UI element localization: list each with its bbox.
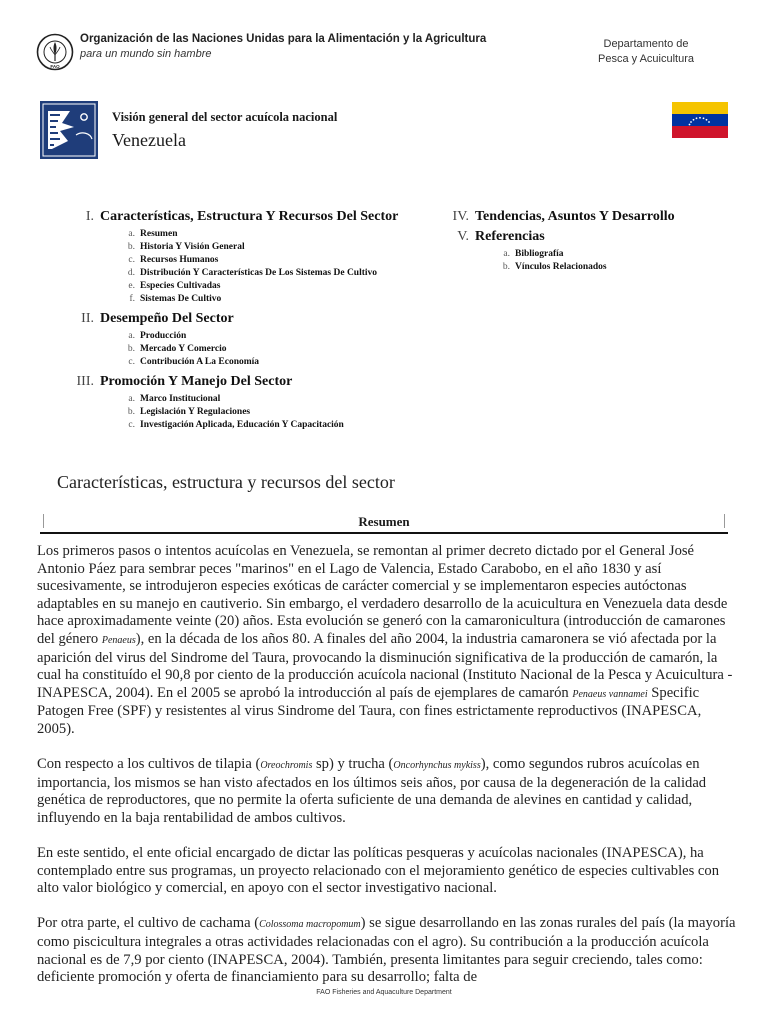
toc-subitem[interactable] (56, 281, 446, 294)
country-name: Venezuela (112, 130, 186, 150)
toc-section[interactable] (56, 209, 446, 229)
org-name: Organización de las Naciones Unidas para la Alimentación y la Agricultura (80, 33, 487, 45)
toc-subitem[interactable] (56, 268, 446, 281)
toc-subitem[interactable] (56, 394, 446, 407)
text-run: Specific Patogen Free (SPF) y resistentes al virus Sindrome del Taura, con fines estrictamente reproductivos (INAPESCA, 2005). (37, 684, 702, 737)
toc-subitem[interactable] (56, 331, 446, 344)
text-run: ), en la década de los años 80. A finales del año 2004, la industria camaronera se vió afectada por la aparición del virus del Sindrome del Taura, provocando la disminución significativa de la producción de camarón, la cual ha constituído el 90,8 por ciento de la producción acuícola nacional (Instituto Nacional de la Pesca y Acuicultura - INAPESCA, 2004). En el 2005 se aprobó la introducción al país de ejemplares de camarón (37, 630, 733, 701)
org-motto: para un mundo sin hambre (80, 48, 212, 60)
toc-section[interactable] (56, 311, 446, 331)
text-run: ) se sigue desarrollando en las zonas rurales del país (la mayoría como piscicultura integrales a otras actividades relacionadas con el agro). Su contribución a la producción acuícola nacional es de 7,9 por ciento (INAPESCA, 2004). También, presenta limitantes para seguir creciendo, tales como: deficiente promoción y oferta de financiamiento para su desarrollo; falta de (37, 915, 736, 986)
resumen-label: Resumen (358, 514, 410, 529)
toc-section[interactable] (56, 374, 446, 394)
toc-subitem[interactable] (56, 242, 446, 255)
toc-section[interactable] (416, 209, 736, 229)
toc-subitem-link[interactable]: Recursos Humanos (140, 255, 219, 265)
toc-subitem-link[interactable]: Legislación Y Regulaciones (140, 407, 251, 417)
toc-subitem[interactable] (416, 249, 736, 262)
text-run: sp) y trucha ( (312, 756, 394, 773)
species-name: Colossoma macropomum (259, 919, 361, 931)
toc-subitem-link[interactable]: Historia Y Visión General (140, 242, 245, 252)
toc-section-number: V. (457, 229, 469, 244)
toc-subitem-letter: e. (128, 281, 135, 291)
toc-subitem-link[interactable]: Mercado Y Comercio (140, 344, 227, 354)
page-footer: FAO Fisheries and Aquaculture Department (316, 989, 452, 996)
text-run: Los primeros pasos o intentos acuícolas en Venezuela, se remontan al primer decreto dictado por el General José Antonio Páez para sembrar peces "marinos" en el Lago de Valencia, Estado Carabobo, en el año 1830 y así sucesivamente, se introdujeron especies exóticas de carácter comercial y se implementaron especies autóctonas adaptables en su manejo en cautiverio. Sin embargo, el verdadero desarrollo de la acuicultura en Venezuela data desde hace aproximadamente veinte (20) años. Esta evolución se generó con la camaronicultura (introducción de camarones del género (37, 543, 728, 647)
toc-subitem[interactable] (56, 420, 446, 433)
toc-subitem-link[interactable]: Vínculos Relacionados (515, 262, 607, 272)
text-run: En este sentido, el ente oficial encargado de dictar las políticas pesqueras y acuícolas nacionales (INAPESCA), ha contemplado entre sus programas, un proyecto relacionado con el mejoramiento genético de especies cultivables con alto valor biológico y comercial, en apoyo con el sector investigativo nacional. (37, 845, 720, 897)
toc-section-link[interactable]: Referencias (475, 229, 545, 244)
toc-section-link[interactable]: Promoción Y Manejo Del Sector (100, 374, 293, 389)
text-run: Con respecto a los cultivos de tilapia ( (37, 756, 261, 773)
species-name: Oncorhynchus mykiss (393, 760, 481, 772)
department-name (576, 37, 716, 67)
toc-left-column (56, 209, 446, 437)
toc-subitem-letter: a. (503, 249, 510, 259)
toc-subitem[interactable] (56, 229, 446, 242)
toc-section-link[interactable]: Tendencias, Asuntos Y Desarrollo (475, 209, 675, 224)
toc-section-number: III. (76, 374, 94, 389)
resumen-header (40, 512, 728, 534)
toc-subitem[interactable] (416, 262, 736, 275)
aquaculture-overview-logo (40, 101, 98, 159)
toc-subitem-letter: b. (127, 344, 135, 354)
section-heading: Características, estructura y recursos del sector (57, 472, 395, 492)
toc-subitem-letter: f. (129, 294, 135, 304)
toc-subitem[interactable] (56, 344, 446, 357)
toc-subitem[interactable] (56, 294, 446, 307)
body-paragraph (37, 756, 737, 827)
toc-subitem-link[interactable]: Resumen (140, 229, 178, 239)
toc-subitem-link[interactable]: Sistemas De Cultivo (140, 294, 222, 304)
toc-subitem[interactable] (56, 255, 446, 268)
toc-subitem-letter: a. (128, 229, 135, 239)
toc-subitem-letter: d. (127, 268, 135, 278)
body-paragraph (37, 845, 737, 898)
toc-section-link[interactable]: Características, Estructura Y Recursos Del Sector (100, 209, 399, 224)
species-name: Penaeus (101, 634, 136, 646)
toc-section[interactable] (416, 229, 736, 249)
toc-subitem-letter: b. (127, 407, 135, 417)
body-paragraph (37, 915, 737, 986)
toc-subitem-link[interactable]: Distribución Y Características De Los Sistemas De Cultivo (140, 268, 378, 278)
text-run: ), como segundos rubros acuícolas en importancia, los mismos se han visto afectados en los últimos seis años, por causa de la degeneración de la calidad genética de reproductores, que no permite la oferta suficiente de una demanda de alevines en cantidad y calidad, influyendo en la baja rentabilidad de ambos cultivos. (37, 756, 707, 826)
toc-subitem-letter: b. (502, 262, 510, 272)
toc-subitem-letter: b. (127, 242, 135, 252)
toc-subitem-link[interactable]: Investigación Aplicada, Educación Y Capacitación (140, 420, 344, 430)
toc-subitem[interactable] (56, 357, 446, 370)
toc-subitem-letter: a. (128, 394, 135, 404)
department-line-2: Pesca y Acuicultura (598, 53, 694, 65)
fao-logo (36, 33, 74, 71)
toc-subitem-letter: c. (128, 255, 135, 265)
svg-text:FAO: FAO (50, 64, 60, 69)
toc-subitem-link[interactable]: Contribución A La Economía (140, 357, 260, 367)
toc-subitem-letter: c. (128, 420, 135, 430)
toc-subitem-letter: c. (128, 357, 135, 367)
species-name: Oreochromis (260, 760, 313, 772)
toc-section-link[interactable]: Desempeño Del Sector (100, 311, 234, 326)
species-name: Penaeus vannamei (572, 688, 648, 700)
toc-right-column (416, 209, 736, 279)
toc-subitem-link[interactable]: Marco Institucional (140, 394, 221, 404)
text-run: Por otra parte, el cultivo de cachama ( (37, 915, 260, 932)
toc-subitem-letter: a. (128, 331, 135, 341)
toc-subitem[interactable] (56, 407, 446, 420)
department-line-1: Departamento de (603, 38, 689, 50)
toc-section-number: II. (81, 311, 94, 326)
toc-subitem-link[interactable]: Producción (140, 331, 187, 341)
toc-section-number: IV. (452, 209, 469, 224)
venezuela-flag (672, 102, 728, 138)
toc-subitem-link[interactable]: Bibliografía (515, 249, 564, 259)
toc-section-number: I. (85, 209, 94, 224)
body-paragraph (37, 543, 737, 739)
body-text (37, 543, 737, 1004)
toc-subitem-link[interactable]: Especies Cultivadas (140, 281, 221, 291)
overview-title: Visión general del sector acuícola nacional (112, 110, 338, 124)
